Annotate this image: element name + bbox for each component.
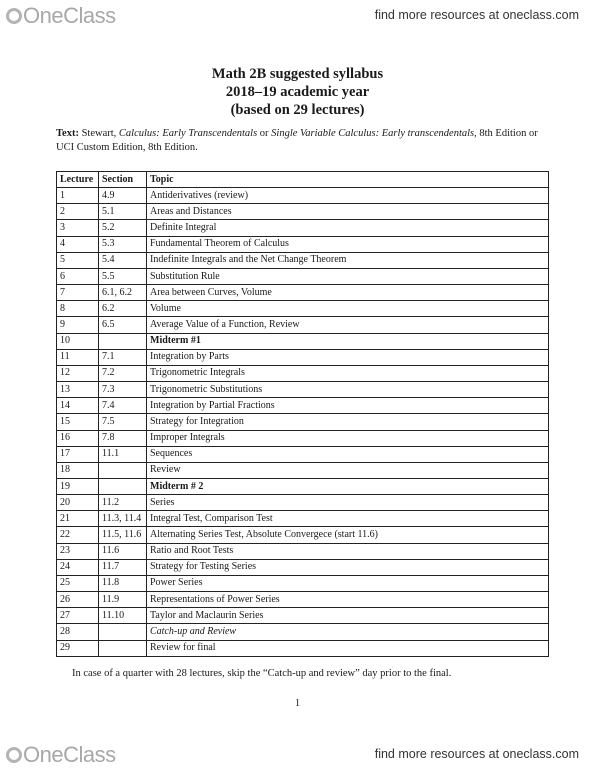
section-cell: 7.5 xyxy=(99,414,147,430)
topic-cell: Catch-up and Review xyxy=(147,624,549,640)
lecture-cell: 20 xyxy=(57,495,99,511)
table-row xyxy=(57,398,549,414)
section-cell: 5.4 xyxy=(99,252,147,268)
syllabus-table xyxy=(56,171,549,657)
lecture-cell: 24 xyxy=(57,559,99,575)
lecture-cell: 28 xyxy=(57,624,99,640)
table-row xyxy=(57,430,549,446)
textbook-label: Text: xyxy=(56,128,79,139)
section-cell xyxy=(99,462,147,478)
topic-cell: Review for final xyxy=(147,640,549,656)
lecture-cell: 13 xyxy=(57,382,99,398)
lecture-cell: 5 xyxy=(57,252,99,268)
lecture-cell: 23 xyxy=(57,543,99,559)
table-row xyxy=(57,301,549,317)
textbook-title-1: Calculus: Early Transcendentals xyxy=(118,128,258,139)
topic-cell: Indefinite Integrals and the Net Change Theorem xyxy=(147,252,549,268)
header-lecture: Lecture xyxy=(57,172,99,188)
lecture-cell: 14 xyxy=(57,398,99,414)
table-row xyxy=(57,624,549,640)
lecture-cell: 18 xyxy=(57,462,99,478)
section-cell: 6.5 xyxy=(99,317,147,333)
topic-cell: Strategy for Integration xyxy=(147,414,549,430)
lecture-cell: 16 xyxy=(57,430,99,446)
lecture-cell: 25 xyxy=(57,575,99,591)
section-cell: 6.1, 6.2 xyxy=(99,285,147,301)
header-section: Section xyxy=(99,172,147,188)
resources-link-top[interactable]: find more resources at oneclass.com xyxy=(374,8,579,22)
lecture-cell: 29 xyxy=(57,640,99,656)
lecture-cell: 10 xyxy=(57,333,99,349)
topic-cell: Integration by Parts xyxy=(147,349,549,365)
topic-cell: Series xyxy=(147,495,549,511)
logo-ring-icon xyxy=(6,747,22,763)
topic-cell: Strategy for Testing Series xyxy=(147,559,549,575)
section-cell: 11.8 xyxy=(99,575,147,591)
lecture-cell: 2 xyxy=(57,204,99,220)
topic-cell: Integration by Partial Fractions xyxy=(147,398,549,414)
textbook-reference xyxy=(56,127,556,155)
topic-cell: Ratio and Root Tests xyxy=(147,543,549,559)
table-row xyxy=(57,575,549,591)
topic-cell: Review xyxy=(147,462,549,478)
lecture-cell: 11 xyxy=(57,349,99,365)
table-row xyxy=(57,204,549,220)
table-row xyxy=(57,285,549,301)
oneclass-logo-bottom xyxy=(6,742,116,768)
topic-cell: Taylor and Maclaurin Series xyxy=(147,608,549,624)
section-cell: 5.3 xyxy=(99,236,147,252)
table-row xyxy=(57,365,549,381)
lecture-cell: 19 xyxy=(57,478,99,494)
topic-cell: Trigonometric Integrals xyxy=(147,365,549,381)
topic-cell: Area between Curves, Volume xyxy=(147,285,549,301)
section-cell: 7.1 xyxy=(99,349,147,365)
topic-cell: Substitution Rule xyxy=(147,268,549,284)
table-row xyxy=(57,543,549,559)
section-cell: 11.3, 11.4 xyxy=(99,511,147,527)
table-row xyxy=(57,414,549,430)
table-row xyxy=(57,462,549,478)
table-row xyxy=(57,268,549,284)
textbook-author: Stewart, xyxy=(78,128,119,139)
section-cell xyxy=(99,640,147,656)
topic-cell: Midterm # 2 xyxy=(147,478,549,494)
lecture-cell: 21 xyxy=(57,511,99,527)
section-cell xyxy=(99,624,147,640)
textbook-edition: , 8th Edition or UCI Custom Edition, 8th Edition. xyxy=(56,128,538,153)
table-row xyxy=(57,559,549,575)
section-cell: 7.2 xyxy=(99,365,147,381)
lecture-cell: 17 xyxy=(57,446,99,462)
page-number: 1 xyxy=(294,698,301,709)
short-quarter-note: In case of a quarter with 28 lectures, skip the “Catch-up and review” day prior to the final. xyxy=(72,668,452,679)
table-row xyxy=(57,592,549,608)
lecture-cell: 3 xyxy=(57,220,99,236)
topic-cell: Average Value of a Function, Review xyxy=(147,317,549,333)
table-row xyxy=(57,511,549,527)
title-line-2: 2018–19 academic year xyxy=(225,84,370,100)
logo-text: OneClass xyxy=(23,742,116,767)
topic-cell: Antiderivatives (review) xyxy=(147,188,549,204)
table-row xyxy=(57,495,549,511)
section-cell: 11.10 xyxy=(99,608,147,624)
resources-link-bottom[interactable]: find more resources at oneclass.com xyxy=(374,747,579,761)
lecture-cell: 22 xyxy=(57,527,99,543)
topic-cell: Integral Test, Comparison Test xyxy=(147,511,549,527)
table-header-row xyxy=(57,172,549,188)
lecture-cell: 26 xyxy=(57,592,99,608)
topic-cell: Improper Integrals xyxy=(147,430,549,446)
title-line-3: (based on 29 lectures) xyxy=(230,102,365,118)
table-row xyxy=(57,317,549,333)
logo-ring-icon xyxy=(6,8,22,24)
section-cell: 11.1 xyxy=(99,446,147,462)
lecture-cell: 15 xyxy=(57,414,99,430)
syllabus-title xyxy=(0,65,595,119)
section-cell: 11.9 xyxy=(99,592,147,608)
section-cell: 5.2 xyxy=(99,220,147,236)
table-row xyxy=(57,608,549,624)
lecture-cell: 7 xyxy=(57,285,99,301)
table-row xyxy=(57,527,549,543)
topic-cell: Trigonometric Substitutions xyxy=(147,382,549,398)
section-cell: 11.2 xyxy=(99,495,147,511)
topic-cell: Power Series xyxy=(147,575,549,591)
section-cell: 7.4 xyxy=(99,398,147,414)
topic-cell: Areas and Distances xyxy=(147,204,549,220)
section-cell: 5.5 xyxy=(99,268,147,284)
table-row xyxy=(57,640,549,656)
table-row xyxy=(57,446,549,462)
lecture-cell: 12 xyxy=(57,365,99,381)
topic-cell: Alternating Series Test, Absolute Convergece (start 11.6) xyxy=(147,527,549,543)
section-cell: 4.9 xyxy=(99,188,147,204)
title-line-1: Math 2B suggested syllabus xyxy=(211,66,384,82)
topic-cell: Midterm #1 xyxy=(147,333,549,349)
section-cell: 6.2 xyxy=(99,301,147,317)
table-row xyxy=(57,188,549,204)
section-cell xyxy=(99,478,147,494)
table-row xyxy=(57,252,549,268)
section-cell: 11.7 xyxy=(99,559,147,575)
lecture-cell: 9 xyxy=(57,317,99,333)
section-cell: 7.8 xyxy=(99,430,147,446)
section-cell xyxy=(99,333,147,349)
lecture-cell: 6 xyxy=(57,268,99,284)
topic-cell: Definite Integral xyxy=(147,220,549,236)
table-row xyxy=(57,478,549,494)
lecture-cell: 4 xyxy=(57,236,99,252)
textbook-title-2: Single Variable Calculus: Early transcendentals xyxy=(271,128,475,139)
topic-cell: Sequences xyxy=(147,446,549,462)
topic-cell: Fundamental Theorem of Calculus xyxy=(147,236,549,252)
lecture-cell: 8 xyxy=(57,301,99,317)
topic-cell: Representations of Power Series xyxy=(147,592,549,608)
table-row xyxy=(57,333,549,349)
textbook-or: or xyxy=(257,128,272,139)
topic-cell: Volume xyxy=(147,301,549,317)
section-cell: 7.3 xyxy=(99,382,147,398)
lecture-cell: 1 xyxy=(57,188,99,204)
section-cell: 5.1 xyxy=(99,204,147,220)
section-cell: 11.6 xyxy=(99,543,147,559)
table-row xyxy=(57,236,549,252)
table-row xyxy=(57,349,549,365)
logo-text: OneClass xyxy=(23,3,116,28)
table-row xyxy=(57,382,549,398)
oneclass-logo-top xyxy=(6,3,116,29)
header-topic: Topic xyxy=(147,172,549,188)
section-cell: 11.5, 11.6 xyxy=(99,527,147,543)
table-row xyxy=(57,220,549,236)
lecture-cell: 27 xyxy=(57,608,99,624)
